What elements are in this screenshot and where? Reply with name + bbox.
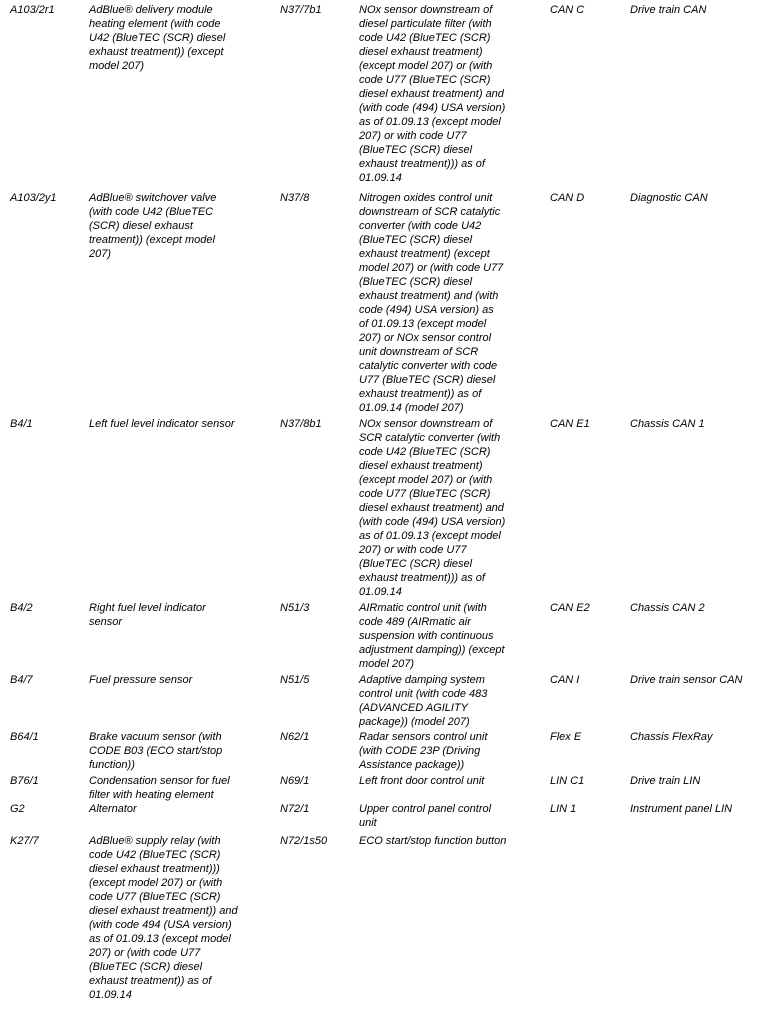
- text-line: N62/1: [280, 731, 310, 743]
- left-code-cell: [10, 417, 85, 431]
- text-line: diesel exhaust treatment)) and: [89, 905, 238, 917]
- right-code-cell: [280, 3, 355, 17]
- text-line: exhaust treatment) and (with: [359, 290, 499, 302]
- text-line: A103/2r1: [10, 4, 55, 16]
- text-line: treatment)) (except model: [89, 234, 215, 246]
- text-line: LIN C1: [550, 775, 585, 787]
- text-line: (BlueTEC (SCR) diesel: [359, 276, 473, 288]
- left-description-cell: [89, 3, 274, 73]
- text-line: Diagnostic CAN: [630, 192, 708, 204]
- text-line: diesel exhaust treatment) and: [359, 502, 504, 514]
- text-line: Condensation sensor for fuel: [89, 775, 230, 787]
- left-code-cell: [10, 601, 85, 615]
- text-line: as of 01.09.13 (except model: [359, 530, 501, 542]
- bus-name-cell: [630, 601, 762, 615]
- text-line: N37/7b1: [280, 4, 322, 16]
- text-line: N37/8b1: [280, 418, 322, 430]
- text-line: model 207): [359, 658, 415, 670]
- text-line: N37/8: [280, 192, 310, 204]
- text-line: (SCR) diesel exhaust: [89, 220, 193, 232]
- text-line: CAN E1: [550, 418, 590, 430]
- bus-code-cell: [550, 417, 626, 431]
- right-description-cell: [359, 673, 544, 729]
- bus-code-cell: [550, 191, 626, 205]
- bus-name-cell: [630, 191, 762, 205]
- bus-code-cell: [550, 673, 626, 687]
- right-code-cell: [280, 834, 355, 848]
- text-line: exhaust treatment)) as of: [359, 388, 482, 400]
- text-line: (except model 207) or (with: [359, 60, 493, 72]
- text-line: CODE B03 (ECO start/stop: [89, 745, 223, 757]
- text-line: Chassis CAN 2: [630, 602, 705, 614]
- bus-code-cell: [550, 3, 626, 17]
- bus-code-cell: [550, 774, 626, 788]
- bus-code-cell: [550, 601, 626, 615]
- text-line: 207) or (with code U77: [89, 947, 201, 959]
- text-line: [550, 834, 626, 848]
- right-code-cell: [280, 774, 355, 788]
- text-line: AdBlue® delivery module: [89, 4, 213, 16]
- text-line: code U77 (BlueTEC (SCR): [359, 488, 491, 500]
- text-line: CAN E2: [550, 602, 590, 614]
- left-description-cell: [89, 802, 274, 816]
- text-line: AdBlue® switchover valve: [89, 192, 217, 204]
- text-line: (except model 207) or (with: [89, 877, 223, 889]
- text-line: model 207) or (with code U77: [359, 262, 504, 274]
- bus-name-cell: [630, 417, 762, 431]
- text-line: Instrument panel LIN: [630, 803, 733, 815]
- text-line: 01.09.14 (model 207): [359, 402, 464, 414]
- text-line: (except model 207) or (with: [359, 474, 493, 486]
- text-line: model 207): [89, 60, 145, 72]
- text-line: exhaust treatment))) as of: [359, 158, 485, 170]
- text-line: Left front door control unit: [359, 775, 485, 787]
- text-line: filter with heating element: [89, 789, 214, 801]
- text-line: Chassis CAN 1: [630, 418, 705, 430]
- right-description-cell: [359, 802, 544, 830]
- bus-code-cell: [550, 730, 626, 744]
- text-line: code U77 (BlueTEC (SCR): [89, 891, 221, 903]
- right-code-cell: [280, 730, 355, 744]
- left-code-cell: [10, 774, 85, 788]
- text-line: diesel exhaust treatment))): [89, 863, 220, 875]
- text-line: code 489 (AIRmatic air: [359, 616, 471, 628]
- text-line: Brake vacuum sensor (with: [89, 731, 222, 743]
- left-description-cell: [89, 730, 274, 772]
- text-line: AdBlue® supply relay (with: [89, 835, 221, 847]
- text-line: (BlueTEC (SCR) diesel: [359, 144, 473, 156]
- text-line: N51/5: [280, 674, 310, 686]
- text-line: exhaust treatment) (except: [359, 248, 490, 260]
- text-line: LIN 1: [550, 803, 577, 815]
- right-description-cell: [359, 191, 544, 415]
- bus-code-cell: [550, 834, 626, 848]
- text-line: diesel exhaust treatment) and: [359, 88, 504, 100]
- text-line: N72/1s50: [280, 835, 328, 847]
- bus-name-cell: [630, 834, 762, 848]
- bus-name-cell: [630, 774, 762, 788]
- text-line: code U42 (BlueTEC (SCR): [89, 849, 221, 861]
- text-line: Adaptive damping system: [359, 674, 485, 686]
- left-description-cell: [89, 774, 274, 802]
- text-line: N72/1: [280, 803, 310, 815]
- text-line: of 01.09.13 (except model: [359, 318, 487, 330]
- bus-code-cell: [550, 802, 626, 816]
- text-line: Flex E: [550, 731, 582, 743]
- text-line: Left fuel level indicator sensor: [89, 418, 235, 430]
- right-description-cell: [359, 601, 544, 671]
- text-line: suspension with continuous: [359, 630, 494, 642]
- left-code-cell: [10, 3, 85, 17]
- text-line: A103/2y1: [10, 192, 57, 204]
- text-line: NOx sensor downstream of: [359, 418, 493, 430]
- text-line: Nitrogen oxides control unit: [359, 192, 493, 204]
- text-line: Drive train sensor CAN: [630, 674, 743, 686]
- bus-name-cell: [630, 673, 762, 687]
- text-line: 207) or with code U77: [359, 544, 467, 556]
- text-line: heating element (with code: [89, 18, 221, 30]
- text-line: (with CODE 23P (Driving: [359, 745, 481, 757]
- right-description-cell: [359, 730, 544, 772]
- text-line: AIRmatic control unit (with: [359, 602, 487, 614]
- text-line: converter (with code U42: [359, 220, 482, 232]
- text-line: CAN C: [550, 4, 585, 16]
- text-line: 207) or NOx sensor control: [359, 332, 492, 344]
- text-line: code U77 (BlueTEC (SCR): [359, 74, 491, 86]
- text-line: N51/3: [280, 602, 310, 614]
- text-line: unit: [359, 817, 377, 829]
- text-line: (with code 494 (USA version): [89, 919, 232, 931]
- text-line: catalytic converter with code: [359, 360, 498, 372]
- left-code-cell: [10, 834, 85, 848]
- right-code-cell: [280, 191, 355, 205]
- text-line: ECO start/stop function button: [359, 835, 507, 847]
- left-code-cell: [10, 730, 85, 744]
- left-code-cell: [10, 191, 85, 205]
- right-description-cell: [359, 3, 544, 185]
- text-line: diesel exhaust treatment): [359, 460, 483, 472]
- text-line: (BlueTEC (SCR) diesel: [89, 961, 203, 973]
- text-line: Chassis FlexRay: [630, 731, 713, 743]
- text-line: adjustment damping)) (except: [359, 644, 505, 656]
- text-line: (BlueTEC (SCR) diesel: [359, 558, 473, 570]
- right-code-cell: [280, 417, 355, 431]
- text-line: 207) or with code U77: [359, 130, 467, 142]
- text-line: 01.09.14: [359, 172, 402, 184]
- text-line: Drive train CAN: [630, 4, 707, 16]
- text-line: Drive train LIN: [630, 775, 701, 787]
- text-line: B4/7: [10, 674, 33, 686]
- left-description-cell: [89, 601, 274, 629]
- left-description-cell: [89, 191, 274, 261]
- text-line: Radar sensors control unit: [359, 731, 488, 743]
- text-line: Fuel pressure sensor: [89, 674, 193, 686]
- text-line: G2: [10, 803, 25, 815]
- right-description-cell: [359, 417, 544, 599]
- text-line: as of 01.09.13 (except model: [359, 116, 501, 128]
- right-code-cell: [280, 601, 355, 615]
- text-line: B76/1: [10, 775, 39, 787]
- text-line: 01.09.14: [89, 989, 132, 1001]
- bus-name-cell: [630, 3, 762, 17]
- text-line: N69/1: [280, 775, 310, 787]
- right-code-cell: [280, 802, 355, 816]
- text-line: exhaust treatment)) (except: [89, 46, 224, 58]
- text-line: (with code (494) USA version): [359, 102, 506, 114]
- text-line: 01.09.14: [359, 586, 402, 598]
- right-description-cell: [359, 774, 544, 788]
- text-line: code U42 (BlueTEC (SCR): [359, 446, 491, 458]
- text-line: K27/7: [10, 835, 39, 847]
- left-description-cell: [89, 673, 274, 687]
- right-description-cell: [359, 834, 544, 848]
- text-line: function)): [89, 759, 135, 771]
- text-line: code U42 (BlueTEC (SCR): [359, 32, 491, 44]
- text-line: exhaust treatment)) as of: [89, 975, 212, 987]
- text-line: CAN I: [550, 674, 580, 686]
- text-line: (with code (494) USA version): [359, 516, 506, 528]
- text-line: Upper control panel control: [359, 803, 492, 815]
- text-line: (ADVANCED AGILITY: [359, 702, 469, 714]
- text-line: downstream of SCR catalytic: [359, 206, 501, 218]
- text-line: Alternator: [89, 803, 137, 815]
- text-line: Assistance package)): [359, 759, 465, 771]
- text-line: (with code U42 (BlueTEC: [89, 206, 214, 218]
- text-line: U42 (BlueTEC (SCR) diesel: [89, 32, 226, 44]
- text-line: exhaust treatment))) as of: [359, 572, 485, 584]
- text-line: B4/2: [10, 602, 33, 614]
- text-line: 207): [89, 248, 112, 260]
- text-line: unit downstream of SCR: [359, 346, 479, 358]
- text-line: package)) (model 207): [359, 716, 470, 728]
- bus-name-cell: [630, 802, 762, 816]
- text-line: NOx sensor downstream of: [359, 4, 493, 16]
- text-line: sensor: [89, 616, 123, 628]
- left-code-cell: [10, 673, 85, 687]
- text-line: U77 (BlueTEC (SCR) diesel: [359, 374, 496, 386]
- left-description-cell: [89, 417, 274, 431]
- left-description-cell: [89, 834, 274, 1002]
- text-line: [630, 834, 762, 848]
- right-code-cell: [280, 673, 355, 687]
- text-line: B64/1: [10, 731, 39, 743]
- text-line: control unit (with code 483: [359, 688, 488, 700]
- bus-name-cell: [630, 730, 762, 744]
- text-line: diesel exhaust treatment): [359, 46, 483, 58]
- text-line: as of 01.09.13 (except model: [89, 933, 231, 945]
- text-line: (BlueTEC (SCR) diesel: [359, 234, 473, 246]
- text-line: Right fuel level indicator: [89, 602, 206, 614]
- text-line: diesel particulate filter (with: [359, 18, 492, 30]
- text-line: B4/1: [10, 418, 33, 430]
- text-line: CAN D: [550, 192, 585, 204]
- left-code-cell: [10, 802, 85, 816]
- text-line: SCR catalytic converter (with: [359, 432, 501, 444]
- text-line: code (494) USA version) as: [359, 304, 494, 316]
